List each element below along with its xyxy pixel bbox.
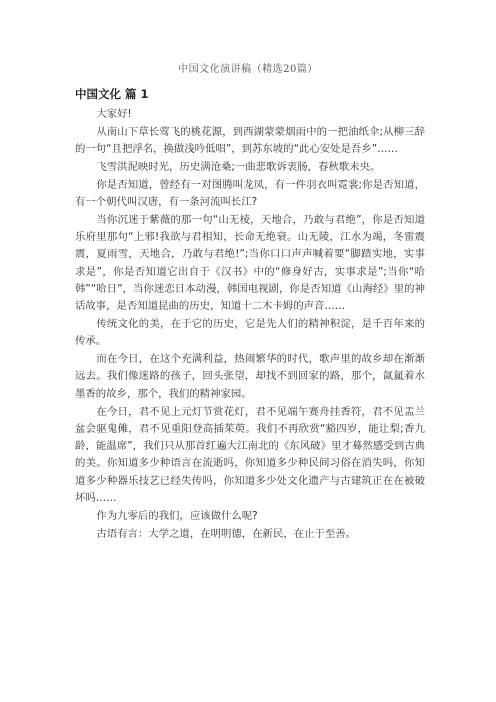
paragraph: 大家好! [96, 108, 132, 120]
document-body [75, 106, 425, 543]
paragraph: 当你沉迷于紫薇的那一句“山无棱，天地合，乃敢与君绝”，你是否知道乐府里那句“上邪!我欲与君相知，长命无绝衰。山无陵，江水为竭，冬雷震震，夏雨雪，天地合，乃敢与君绝!”;当你口口声声喊着要“脚踏实地，实事求是”，你是否知道它出自于《汉书》中的“修身好古，实事求是”;当你“哈韩”“哈日”，当你迷恋日本动漫，韩国电视剧，你是否知道《山海经》里的神话故事，是否知道昆曲的历史，知道十二木卡姆的声音…… [75, 213, 425, 313]
paragraph: 在今日，君不见上元灯节赏花灯，君不见端午赛舟挂香符，君不见盂兰盆会驱鬼傩，君不见重阳登高插茱萸。我们不再欣赏“豁四岁，能让梨;香九龄，能温席”，我们只从那首红遍大江南北的《东风破》里才蓦然感受到古典的美。你知道多少种语言在流逝吗，你知道多少种民间习俗在消失吗，你知道多少种器乐技艺已经失传吗，你知道多少处文化遗产与古建筑正在在被破坏吗…… [75, 405, 425, 505]
paragraph: 古语有言：大学之道，在明明德，在新民，在止于至善。 [96, 527, 357, 540]
paragraph: 作为九零后的我们，应该做什么呢? [96, 509, 258, 522]
section-title: 中国文化 篇 1 [75, 87, 149, 101]
document-header: 中国文化演讲稿（精选20篇） [178, 64, 318, 75]
paragraph: 从南山下草长莺飞的桃花源，到西湖蒙蒙烟雨中的一把油纸伞;从柳三辞的一句“且把浮名，换做浅吟低唱”，到苏东坡的“此心安处是吾乡”…… [75, 125, 425, 156]
paragraph: 而在今日，在这个充满利益，热闹繁华的时代，歌声里的故乡却在渐渐远去。我们像迷路的孩子，回头张望，却找不到回家的路，那个，氤氲着水墨香的故乡，那个，我们的精神家园。 [75, 353, 425, 400]
paragraph: 传统文化的美，在于它的历史，它是先人们的精神积淀，是千百年来的传承。 [75, 318, 425, 348]
paragraph: 你是否知道，曾经有一对图腾叫龙凤，有一件羽衣叫霓裳;你是否知道，有一个朝代叫汉唐，有一条河流叫长江? [75, 178, 425, 208]
paragraph: 飞雪洪泥映时光，历史满沧桑;一曲悲歌诉衷肠，春秋歌未央。 [96, 160, 381, 173]
